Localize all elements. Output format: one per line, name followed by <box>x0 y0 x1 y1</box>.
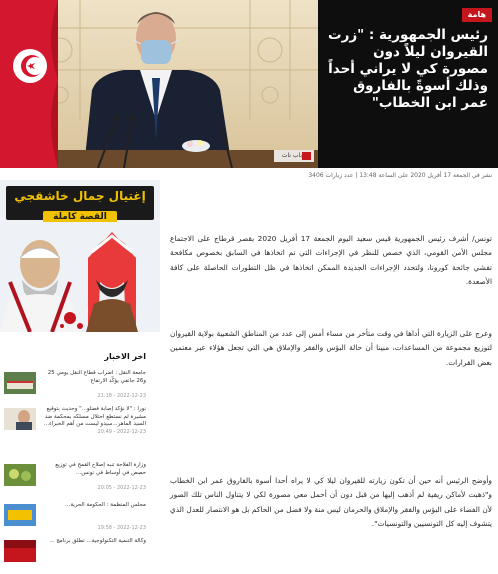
latest-news-item[interactable] <box>0 406 148 442</box>
news-title[interactable]: مجلس المنظمة : الحكومة الحرية... <box>65 502 146 508</box>
ad-headline: إغتيال جمال خاشقجي <box>14 189 146 203</box>
latest-news-sidebar <box>0 342 148 560</box>
ad-banner[interactable] <box>0 180 160 332</box>
news-title[interactable]: نورا : "لا نؤكد إصابة فضلو..." وحديث بتوقيع مشيرة لم نستطع احتلال مسلكه بمحكمة ضد السيد الماهر...سيدو ليست من أهم الخبراء... <box>43 406 146 427</box>
news-date: 2022-12-23 - 19:58 <box>97 525 146 531</box>
article-paragraph: تونس/ أشرف رئيس الجمهورية قيس سعيد اليوم الجمعة 17 أفريل 2020 بقصر قرطاج على الاجتماع مجلس الأمن القومي، الذي خصص للنظر في الإجراءات التي تم اتخاذها في السابق بخصوص مكافحة تفشي جائحة كورونا، ولتحدد الإجراءات الجديدة الممكن اتخاذها في ظل التطورات الحاصلة على كافة الأصعدة. <box>170 234 492 287</box>
ad-illustration <box>0 222 160 332</box>
news-thumbnail[interactable] <box>4 408 36 430</box>
news-title[interactable]: وكالة التنمية التكنولوجية... تطلق برنامج ... <box>49 538 146 544</box>
news-thumbnail[interactable] <box>4 372 36 394</box>
news-date: 2022-12-23 - 20:49 <box>97 429 146 435</box>
ad-subheadline: القصة كاملة <box>43 211 117 223</box>
hero-text-panel <box>318 0 498 168</box>
hero-photo <box>0 0 318 168</box>
watermark-text: باب نات <box>281 152 302 159</box>
news-title[interactable]: جامعة النقل : اضراب قطاع النقل يومي 25 و26 جانفي يؤكّد الارتفاع <box>47 370 146 384</box>
news-date: 2022-12-23 - 20:05 <box>97 485 146 491</box>
news-date: 2022-12-23 - 21:18 <box>97 393 146 399</box>
hero-banner[interactable] <box>0 0 498 168</box>
ad-headline-bar <box>6 186 154 220</box>
news-thumbnail[interactable] <box>4 504 36 526</box>
news-thumbnail[interactable] <box>4 464 36 486</box>
article-meta: نشر في الجمعة 17 أفريل 2020 على الساعة 13:48 | عدد زيارات 3406 <box>308 172 492 179</box>
article-paragraph: وأوضح الرئيس أنه حين أن تكون زيارته للقيروان ليلا كي لا يراه أحدا أسوة بالفاروق عمر ابن الخطاب و"ذهبت لأماكن ريفية لم أذهب إليها من قبل دون أن أحمل معي مصورة لكي لا يتناول الناس تلك الصور لأن الفضاء على البؤس والفقر والإملاق والحرمان ليس منة ولا فضل من الحاكم بل هو الانتصار للعدل الذي يتشوف إليه كل التونسيين والتونسيات". <box>170 476 492 529</box>
news-thumbnail[interactable] <box>4 540 36 562</box>
section-tag[interactable]: هامة <box>462 8 492 22</box>
news-title[interactable]: وزارة الفلاحة تنبه إصلاح القمح في توزيع حصص في أوساط في تونس... <box>55 462 146 476</box>
hero-title[interactable]: رئيس الجمهورية : "زرت القيروان ليلاً دون مصورة كي لا يراني أحداً وذلك أسوةً بالفاروق عمر ابن الخطاب" <box>328 27 488 111</box>
latest-news-item[interactable] <box>0 462 148 498</box>
latest-news-item[interactable] <box>0 538 148 574</box>
latest-news-heading: اخر الاخبار <box>104 352 146 361</box>
article-paragraph: وعرج على الزيارة التي أداها في وقت متأخر من مساء أمس إلى عدد من المناطق الشعبية بولاية القيروان لتوزيع مجموعة من المساعدات، مبينا أن حالة البؤس والفقر والإملاق هي التي تجعل هؤلاء عبر معتمين بعض القرارات. <box>170 329 492 367</box>
latest-news-item[interactable] <box>0 502 148 538</box>
latest-news-item[interactable] <box>0 370 148 406</box>
